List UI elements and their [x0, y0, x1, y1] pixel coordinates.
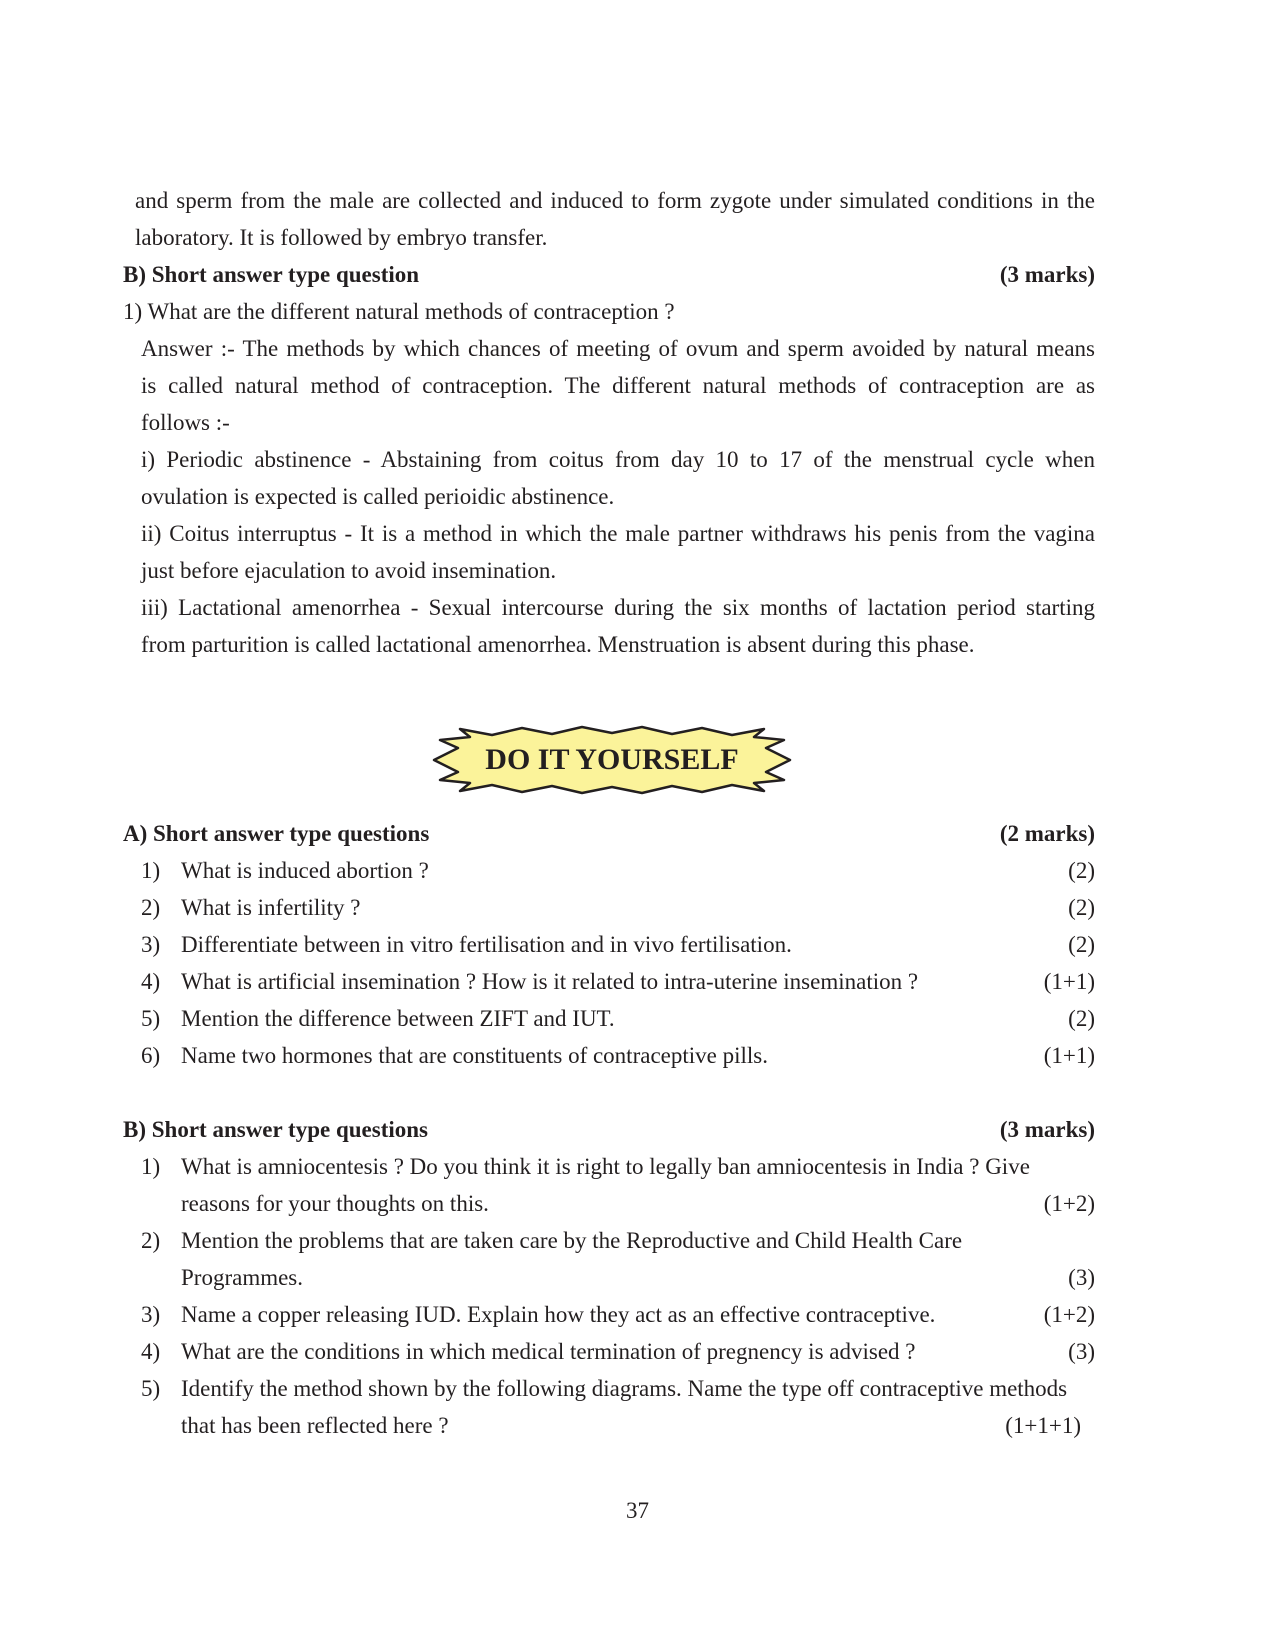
answer-line: ii) Coitus interruptus - It is a method in which the male partner withdraws his penis from the vagina	[141, 521, 1095, 546]
question-number: 3)	[141, 1302, 161, 1327]
page-number: 37	[626, 1498, 649, 1523]
question-number: 6)	[141, 1043, 161, 1068]
question-number: 4)	[141, 1339, 161, 1364]
answer-line: i) Periodic abstinence - Abstaining from coitus from day 10 to 17 of the menstrual cycle when	[141, 447, 1095, 472]
question-marks: (3)	[1068, 1339, 1095, 1364]
question-text: that has been reflected here ?	[181, 1413, 449, 1438]
question-marks: (2)	[1068, 858, 1095, 883]
intro-line: laboratory. It is followed by embryo transfer.	[135, 225, 548, 250]
question-text: Name two hormones that are constituents of contraceptive pills.	[181, 1043, 768, 1068]
section-marks: (2 marks)	[999, 821, 1095, 846]
intro-line: and sperm from the male are collected and induced to form zygote under simulated conditions in the	[135, 188, 1095, 213]
question-number: 2)	[141, 1228, 161, 1253]
question-text: What is artificial insemination ? How is it related to intra-uterine insemination ?	[181, 969, 919, 994]
question-text: What is amniocentesis ? Do you think it is right to legally ban amniocentesis in India ? Give	[181, 1154, 1030, 1179]
question-marks: (2)	[1068, 895, 1095, 920]
section-heading: A) Short answer type questions	[123, 821, 430, 846]
banner-title: DO IT YOURSELF	[485, 743, 739, 776]
answer-line: from parturition is called lactational amenorrhea. Menstruation is absent during this phase.	[141, 632, 975, 657]
question-number: 5)	[141, 1376, 161, 1401]
question-text: Differentiate between in vitro fertilisation and in vivo fertilisation.	[181, 932, 792, 957]
question-marks: (2)	[1068, 1006, 1095, 1031]
answer-line: ovulation is expected is called perioidic abstinence.	[141, 484, 615, 509]
section-heading: B) Short answer type question	[123, 262, 420, 287]
answer-line: Answer :- The methods by which chances of meeting of ovum and sperm avoided by natural means	[141, 336, 1095, 361]
question-number: 1)	[141, 1154, 161, 1179]
section-marks: (3 marks)	[999, 262, 1095, 287]
section-heading: B) Short answer type questions	[123, 1117, 428, 1142]
question-text: 1) What are the different natural methods of contraception ?	[123, 299, 675, 324]
question-number: 4)	[141, 969, 161, 994]
answer-line: just before ejaculation to avoid insemination.	[141, 558, 557, 583]
question-text: What are the conditions in which medical termination of pregnency is advised ?	[181, 1339, 916, 1364]
answer-line: iii) Lactational amenorrhea - Sexual intercourse during the six months of lactation period starting	[141, 595, 1095, 620]
question-marks: (1+2)	[1043, 1191, 1095, 1216]
question-text: Name a copper releasing IUD. Explain how they act as an effective contraceptive.	[181, 1302, 936, 1327]
question-number: 3)	[141, 932, 161, 957]
question-marks: (1+1+1)	[1005, 1413, 1081, 1438]
question-number: 2)	[141, 895, 161, 920]
question-text: Mention the difference between ZIFT and IUT.	[181, 1006, 615, 1031]
question-marks: (2)	[1068, 932, 1095, 957]
question-marks: (1+1)	[1043, 1043, 1095, 1068]
question-text: Mention the problems that are taken care by the Reproductive and Child Health Care	[181, 1228, 963, 1253]
answer-line: is called natural method of contraception. The different natural methods of contraception are as	[141, 373, 1095, 398]
question-marks: (1+1)	[1043, 969, 1095, 994]
section-marks: (3 marks)	[999, 1117, 1095, 1142]
question-text: What is infertility ?	[181, 895, 361, 920]
question-text: What is induced abortion ?	[181, 858, 429, 883]
question-number: 5)	[141, 1006, 161, 1031]
answer-line: follows :-	[141, 410, 230, 435]
question-text: Identify the method shown by the following diagrams. Name the type off contraceptive methods	[181, 1376, 1068, 1401]
question-number: 1)	[141, 858, 161, 883]
question-marks: (3)	[1068, 1265, 1095, 1290]
question-text: reasons for your thoughts on this.	[181, 1191, 489, 1216]
question-text: Programmes.	[181, 1265, 304, 1290]
question-marks: (1+2)	[1043, 1302, 1095, 1327]
